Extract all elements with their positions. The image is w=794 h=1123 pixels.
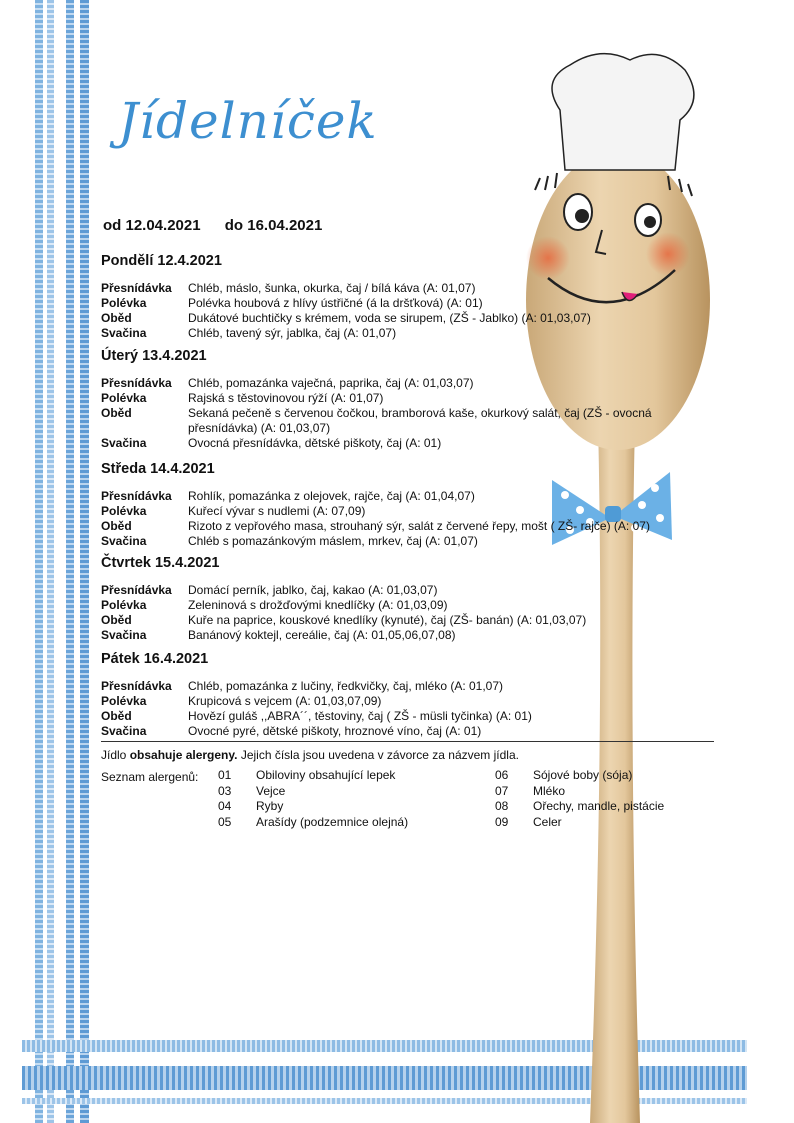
menu-row — [101, 391, 721, 406]
menu-row — [101, 406, 721, 436]
allergen-item — [495, 768, 632, 782]
allergen-name: Ryby — [256, 799, 284, 813]
meal-description: Ovocná přesnídávka, dětské piškoty, čaj (A: 01) — [188, 436, 442, 450]
date-range — [103, 217, 342, 234]
date-to: do 16.04.2021 — [224, 217, 323, 234]
menu-row — [101, 281, 721, 296]
date-from: od 12.04.2021 — [103, 217, 201, 234]
meal-description: Rizoto z vepřového masa, strouhaný sýr, salát z červené řepy, mošt ( ZŠ- rajče) (A: 07) — [188, 519, 650, 533]
allergen-item — [218, 799, 283, 813]
menu-row — [101, 436, 721, 451]
allergen-number: 03 — [218, 783, 232, 798]
meal-label: Polévka — [101, 694, 147, 708]
day-title: Pátek 16.4.2021 — [101, 651, 209, 667]
allergen-item — [495, 799, 664, 813]
menu-row — [101, 679, 721, 694]
meal-label: Svačina — [101, 534, 147, 548]
meal-description: Sekaná pečeně s červenou čočkou, bramborová kaše, okurkový salát, čaj (ZŠ - ovocná přesnídávka) (A: 01,03,07) — [188, 406, 652, 435]
menu-row — [101, 504, 721, 519]
tablecloth-stripe — [66, 0, 74, 1123]
meal-description: Chléb s pomazánkovým máslem, mrkev, čaj (A: 01,07) — [188, 534, 478, 548]
divider — [101, 741, 714, 742]
allergen-item — [218, 768, 395, 782]
meal-description: Kuřecí vývar s nudlemi (A: 07,09) — [188, 504, 366, 518]
menu-row — [101, 628, 721, 643]
meal-label: Přesnídávka — [101, 489, 172, 503]
allergen-item — [495, 815, 562, 829]
allergen-name: Obiloviny obsahující lepek — [256, 768, 396, 782]
meal-label: Oběd — [101, 613, 132, 627]
meal-label: Oběd — [101, 519, 132, 533]
allergen-note: Jídlo obsahuje alergeny. Jejich čísla jsou uvedena v závorce za názvem jídla. — [101, 748, 519, 762]
tablecloth-stripe — [35, 0, 43, 1123]
meal-description: Krupicová s vejcem (A: 01,03,07,09) — [188, 694, 382, 708]
meal-description: Chléb, pomazánka vaječná, paprika, čaj (A: 01,03,07) — [188, 376, 474, 390]
meal-label: Oběd — [101, 406, 132, 420]
meal-label: Přesnídávka — [101, 376, 172, 390]
allergen-name: Mléko — [533, 783, 566, 798]
meal-description: Polévka houbová z hlívy ústřičné (á la dršťková) (A: 01) — [188, 296, 483, 310]
allergen-list-label: Seznam alergenů: — [101, 770, 199, 784]
day-title: Úterý 13.4.2021 — [101, 348, 207, 364]
menu-row — [101, 296, 721, 311]
meal-label: Svačina — [101, 326, 147, 340]
meal-description: Zeleninová s drožďovými knedlíčky (A: 01,03,09) — [188, 598, 448, 612]
menu-row — [101, 583, 721, 598]
page-title: Jídelníček — [118, 92, 378, 150]
menu-row — [101, 534, 721, 549]
day-title: Pondělí 12.4.2021 — [101, 253, 222, 269]
meal-description: Rajská s těstovinovou rýží (A: 01,07) — [188, 391, 384, 405]
meal-label: Polévka — [101, 504, 147, 518]
meal-description: Chléb, pomazánka z lučiny, ředkvičky, čaj, mléko (A: 01,07) — [188, 679, 504, 693]
allergen-number: 06 — [495, 768, 509, 782]
meal-label: Svačina — [101, 724, 147, 738]
meal-description: Chléb, máslo, šunka, okurka, čaj / bílá káva (A: 01,07) — [188, 281, 476, 295]
meal-label: Oběd — [101, 709, 132, 723]
meal-description: Ovocné pyré, dětské piškoty, hroznové víno, čaj (A: 01) — [188, 724, 482, 738]
meal-description: Banánový koktejl, cereálie, čaj (A: 01,05,06,07,08) — [188, 628, 456, 642]
meal-description: Chléb, tavený sýr, jablka, čaj (A: 01,07) — [188, 326, 397, 340]
allergen-item — [218, 784, 285, 798]
allergen-item — [218, 815, 408, 829]
menu-row — [101, 519, 721, 534]
meal-label: Polévka — [101, 598, 147, 612]
allergen-number: 08 — [495, 799, 509, 813]
allergen-number: 01 — [218, 768, 232, 782]
allergen-number: 07 — [495, 783, 509, 798]
day-title: Čtvrtek 15.4.2021 — [101, 555, 220, 571]
allergen-name: Ořechy, mandle, pistácie — [533, 799, 665, 813]
allergen-item — [495, 784, 565, 798]
allergen-number: 04 — [218, 799, 232, 813]
meal-label: Polévka — [101, 391, 147, 405]
spoon-chef-illustration — [510, 40, 750, 1123]
menu-row — [101, 326, 721, 341]
meal-label: Polévka — [101, 296, 147, 310]
menu-row — [101, 376, 721, 391]
meal-label: Svačina — [101, 628, 147, 642]
meal-description: Hovězí guláš ,,ABRA´´, těstoviny, čaj ( ZŠ - müsli tyčinka) (A: 01) — [188, 709, 532, 723]
meal-label: Oběd — [101, 311, 132, 325]
meal-label: Přesnídávka — [101, 679, 172, 693]
tablecloth-stripe — [47, 0, 54, 1123]
meal-description: Domácí perník, jablko, čaj, kakao (A: 01,03,07) — [188, 583, 438, 597]
meal-label: Svačina — [101, 436, 147, 450]
allergen-name: Sójové boby (sója) — [533, 768, 633, 782]
menu-row — [101, 613, 721, 628]
day-title: Středa 14.4.2021 — [101, 461, 215, 477]
allergen-name: Arašídy (podzemnice olejná) — [256, 814, 409, 829]
menu-row — [101, 489, 721, 504]
allergen-number: 05 — [218, 814, 232, 829]
menu-row — [101, 709, 721, 724]
menu-row — [101, 311, 721, 326]
meal-description: Rohlík, pomazánka z olejovek, rajče, čaj (A: 01,04,07) — [188, 489, 475, 503]
menu-row — [101, 694, 721, 709]
meal-description: Kuře na paprice, kouskové knedlíky (kynuté), čaj (ZŠ- banán) (A: 01,03,07) — [188, 613, 587, 627]
allergen-number: 09 — [495, 814, 509, 829]
meal-label: Přesnídávka — [101, 583, 172, 597]
allergen-name: Celer — [533, 814, 562, 829]
menu-row — [101, 598, 721, 613]
allergen-name: Vejce — [256, 783, 286, 798]
tablecloth-stripe — [80, 0, 89, 1123]
meal-label: Přesnídávka — [101, 281, 172, 295]
menu-row — [101, 724, 721, 739]
meal-description: Dukátové buchtičky s krémem, voda se sirupem, (ZŠ - Jablko) (A: 01,03,07) — [188, 311, 591, 325]
